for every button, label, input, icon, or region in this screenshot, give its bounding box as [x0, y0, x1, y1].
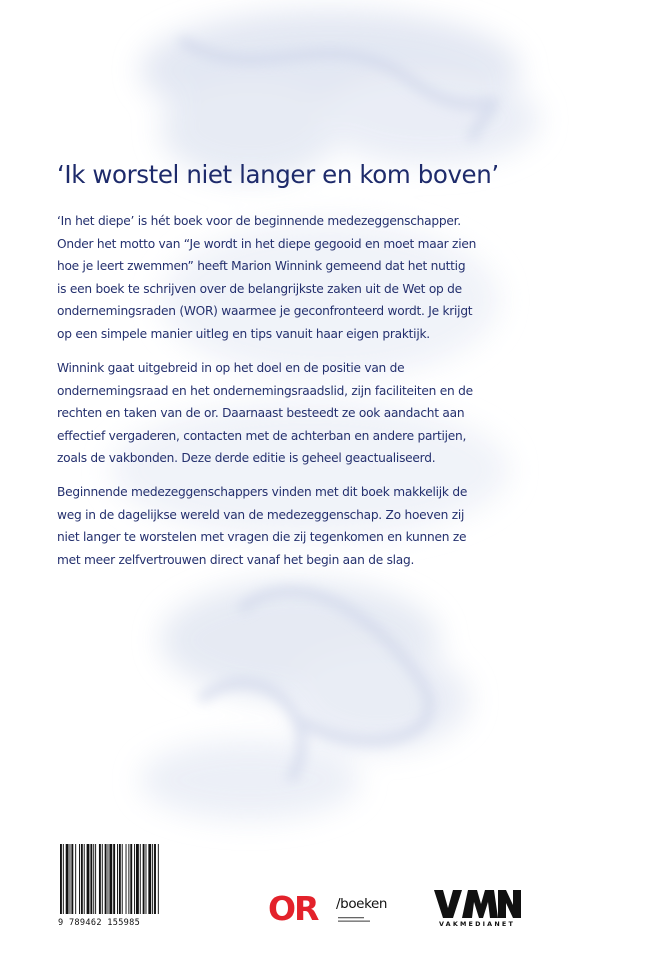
barcode-bars	[58, 844, 160, 916]
barcode-bar	[158, 844, 159, 914]
isbn-barcode	[58, 844, 160, 932]
barcode-bar	[60, 844, 62, 914]
or-logo-subline	[338, 916, 372, 924]
barcode-bar	[79, 844, 80, 914]
barcode-bar	[63, 844, 64, 914]
vmn-logo-subtext: VAKMEDIANET	[438, 920, 516, 928]
barcode-bar	[75, 844, 76, 914]
paragraph-line: hoe je leert zwemmen” heeft Marion Winnink gemeend dat het nuttig	[57, 259, 466, 273]
or-logo-text: /boeken	[336, 896, 388, 912]
paragraph-line: is een boek te schrijven over de belangrijkste zaken uit de Wet op de	[57, 281, 462, 296]
barcode-bar	[117, 844, 118, 914]
barcode-bar	[140, 844, 141, 914]
paragraph-intro	[57, 210, 617, 345]
barcode-bar	[93, 844, 94, 914]
barcode-bar	[134, 844, 135, 914]
barcode-digits: 9 789462 155985	[58, 918, 141, 928]
or-boeken-logo	[268, 890, 418, 930]
barcode-bar	[113, 844, 115, 914]
barcode-bar	[99, 844, 101, 914]
vmn-logo-mark	[432, 888, 522, 920]
paragraph-content	[57, 357, 617, 470]
paragraph-line: met meer zelfvertrouwen direct vanaf het begin aan de slag.	[57, 552, 415, 567]
barcode-bar	[84, 844, 85, 914]
barcode-bar	[66, 844, 69, 914]
barcode-bar	[81, 844, 83, 914]
paragraph-line: rechten en taken van de or. Daarnaast besteedt ze ook aandacht aan	[57, 406, 465, 420]
barcode-bar	[109, 844, 112, 914]
barcode-bar	[148, 844, 151, 914]
barcode-bar	[122, 844, 123, 914]
barcode-bar	[105, 844, 107, 914]
paragraph-line: Onder het motto van “Je wordt in het diepe gegooid en moet maar zien	[57, 236, 477, 251]
paragraph-line: op een simpele manier uitleg en tips vanuit haar eigen praktijk.	[57, 326, 430, 341]
paragraph-line: Beginnende medezeggenschappers vinden met dit boek makkelijk de	[57, 485, 468, 499]
barcode-bar	[143, 844, 145, 914]
barcode-bar	[71, 844, 73, 914]
headline: ‘Ik worstel niet langer en kom boven’	[57, 160, 499, 189]
barcode-bar	[119, 844, 121, 914]
barcode-bar	[95, 844, 96, 914]
barcode-bar	[154, 844, 156, 914]
paragraph-line: ondernemingsraden (WOR) waarmee je geconfronteerd wordt. Je krijgt	[57, 304, 473, 318]
barcode-bar	[108, 844, 109, 914]
paragraph-closing	[57, 481, 617, 571]
paragraph-line: niet langer te worstelen met vragen die zij tegenkomen en kunnen ze	[57, 530, 467, 544]
barcode-bar	[102, 844, 103, 914]
paragraph-line: Winnink gaat uitgebreid in op het doel en de positie van de	[57, 361, 405, 375]
barcode-bar	[152, 844, 153, 914]
paragraph-line: zoals de vakbonden. Deze derde editie is geheel geactualiseerd.	[57, 451, 436, 465]
barcode-bar	[70, 844, 71, 914]
barcode-bar	[87, 844, 90, 914]
barcode-bar	[130, 844, 132, 914]
barcode-bar	[136, 844, 139, 914]
paragraph-line: weg in de dagelijkse wereld van de medezeggenschap. Zo hoeven zij	[57, 507, 465, 522]
barcode-bar	[90, 844, 92, 914]
paragraph-line: ‘In het diepe’ is hét boek voor de beginnende medezeggenschapper.	[57, 214, 461, 228]
paragraph-line: effectief vergaderen, contacten met de achterban en andere partijen,	[57, 428, 467, 443]
vmn-logo-text: VMN	[477, 910, 480, 911]
barcode-bar	[128, 844, 129, 914]
or-logo-mark: OR	[268, 889, 318, 928]
barcode-bar	[146, 844, 147, 914]
vakmedianet-logo	[432, 888, 522, 930]
paragraph-line: ondernemingsraad en het ondernemingsraadslid, zijn faciliteiten en de	[57, 383, 473, 398]
barcode-bar	[126, 844, 127, 914]
